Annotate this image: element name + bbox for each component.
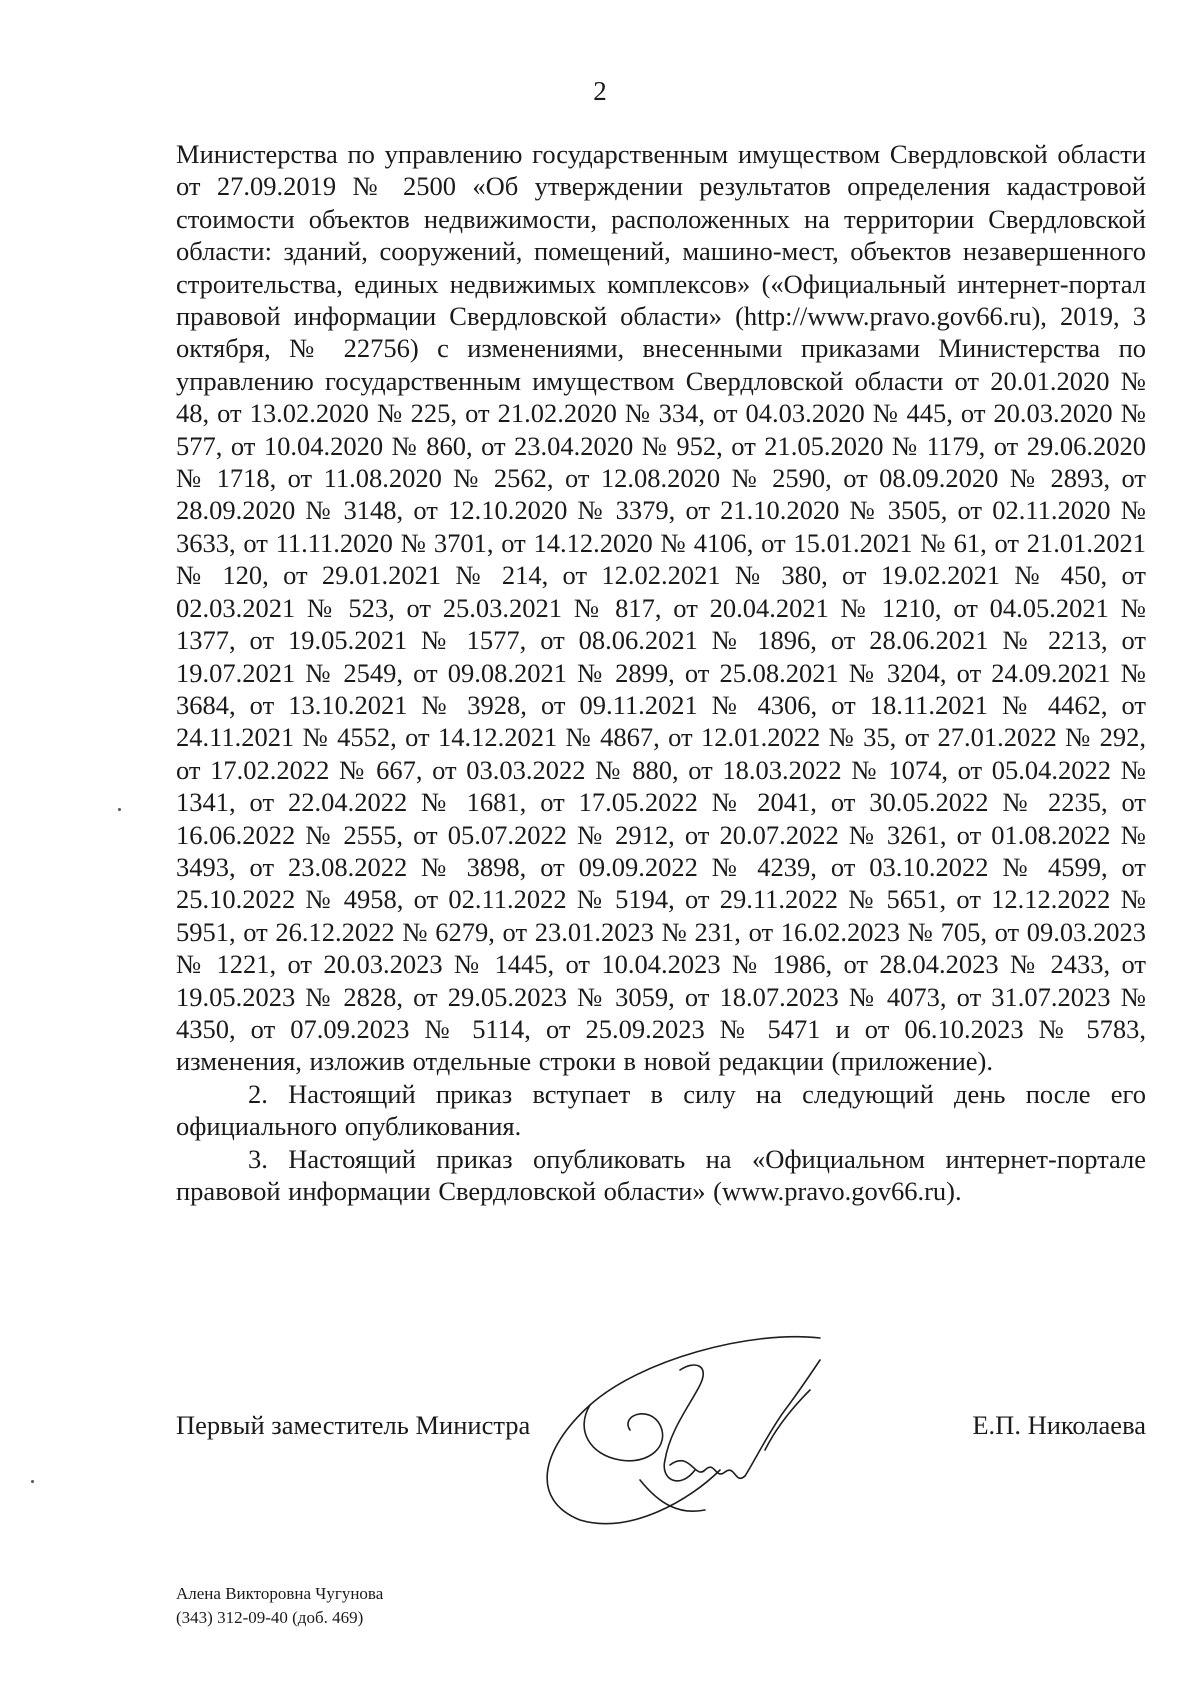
scan-speck xyxy=(118,808,121,811)
executor-name: Алена Викторовна Чугунова xyxy=(176,1584,384,1603)
signatory-name: Е.П. Николаева xyxy=(972,1410,1146,1440)
executor-info xyxy=(176,1582,383,1630)
handwritten-signature xyxy=(520,1330,850,1540)
page-number: 2 xyxy=(593,76,607,106)
executor-phone: (343) 312-09-40 (доб. 469) xyxy=(176,1608,364,1627)
paragraph-publication: 3. Настоящий приказ опубликовать на «Официальном интернет-портале правовой информации Свердловской области» (www.pravo.gov66.ru). xyxy=(176,1143,1146,1206)
paragraph-effective-date: 2. Настоящий приказ вступает в силу на следующий день после его официального опубликования. xyxy=(176,1078,1146,1142)
scan-speck xyxy=(31,1480,34,1483)
signatory-title: Первый заместитель Министра xyxy=(176,1410,531,1440)
document-body xyxy=(176,138,1146,1207)
paragraph-amendments-list: Министерства по управлению государственным имуществом Свердловской области от 27.09.2019 № 2500 «Об утверждении результатов определения кадастровой стоимости объектов недвижимости, расположенных на территории Свердловской области: зданий, сооружений, помещений, машино-мест, объектов незавершенного строительства, единых недвижимых комплексов» («Официальный интернет-портал правовой информации Свердловской области» (http://www.pravo.gov66.ru), 2019, 3 октября, № 22756) с изменениями, внесенными приказами Министерства по управлению государственным имуществом Свердловской области от 20.01.2020 № 48, от 13.02.2020 № 225, от 21.02.2020 № 334, от 04.03.2020 № 445, от 20.03.2020 № 577, от 10.04.2020 № 860, от 23.04.2020 № 952, от 21.05.2020 № 1179, от 29.06.2020 № 1718, от 11.08.2020 № 2562, от 12.08.2020 № 2590, от 08.09.2020 № 2893, от 28.09.2020 № 3148, от 12.10.2020 № 3379, от 21.10.2020 № 3505, от 02.11.2020 № 3633, от 11.11.2020 № 3701, от 14.12.2020 № 4106, от 15.01.2021 № 61, от 21.01.2021 № 120, от 29.01.2021 № 214, от 12.02.2021 № 380, от 19.02.2021 № 450, от 02.03.2021 № 523, от 25.03.2021 № 817, от 20.04.2021 № 1210, от 04.05.2021 № 1377, от 19.05.2021 № 1577, от 08.06.2021 № 1896, от 28.06.2021 № 2213, от 19.07.2021 № 2549, от 09.08.2021 № 2899, от 25.08.2021 № 3204, от 24.09.2021 № 3684, от 13.10.2021 № 3928, от 09.11.2021 № 4306, от 18.11.2021 № 4462, от 24.11.2021 № 4552, от 14.12.2021 № 4867, от 12.01.2022 № 35, от 27.01.2022 № 292, от 17.02.2022 № 667, от 03.03.2022 № 880, от 18.03.2022 № 1074, от 05.04.2022 № 1341, от 22.04.2022 № 1681, от 17.05.2022 № 2041, от 30.05.2022 № 2235, от 16.06.2022 № 2555, от 05.07.2022 № 2912, от 20.07.2022 № 3261, от 01.08.2022 № 3493, от 23.08.2022 № 3898, от 09.09.2022 № 4239, от 03.10.2022 № 4599, от 25.10.2022 № 4958, от 02.11.2022 № 5194, от 29.11.2022 № 5651, от 12.12.2022 № 5951, от 26.12.2022 № 6279, от 23.01.2023 № 231, от 16.02.2023 № 705, от 09.03.2023 № 1221, от 20.03.2023 № 1445, от 10.04.2023 № 1986, от 28.04.2023 № 2433, от 19.05.2023 № 2828, от 29.05.2023 № 3059, от 18.07.2023 № 4073, от 31.07.2023 № 4350, от 07.09.2023 № 5114, от 25.09.2023 № 5471 и от 06.10.2023 № 5783, изменения, изложив отдельные строки в новой редакции (приложение). xyxy=(176,139,1146,1077)
